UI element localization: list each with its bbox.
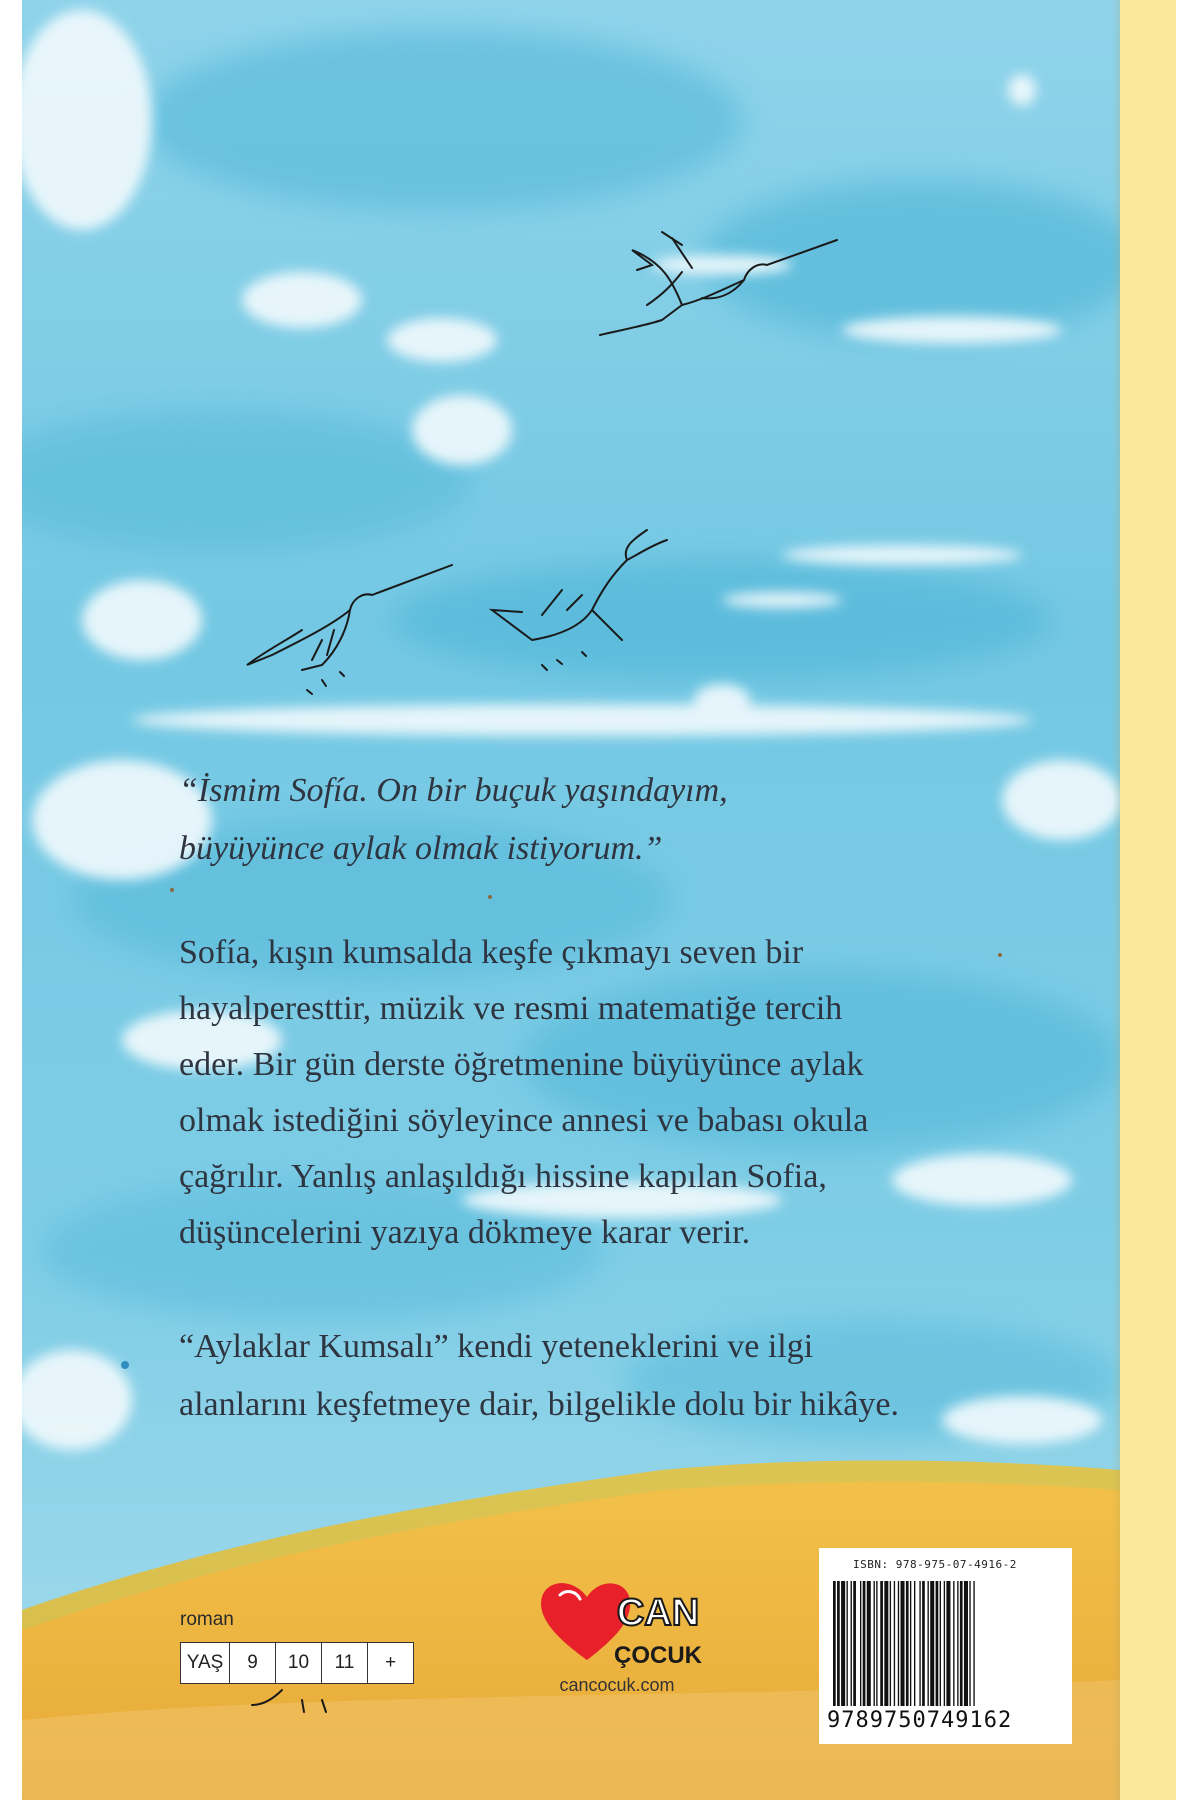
barcode-bar [851,1581,852,1706]
barcode-bar [867,1581,871,1706]
barcode-bar [936,1581,939,1706]
watercolor-sky-illustration [22,0,1120,1800]
age-value-cell: 10 [276,1643,322,1683]
publisher-logo [532,1565,722,1675]
description-line: eder. Bir gün derste öğretmenine büyüyünce aylak [179,1046,864,1083]
barcode-bar [863,1581,866,1706]
age-range-box [180,1642,414,1684]
barcode-bar [874,1581,875,1706]
barcode-bar [841,1581,845,1706]
barcode-bar [928,1581,929,1706]
barcode-icon [833,1581,1058,1706]
barcode-bar [837,1581,840,1706]
barcode-bar [880,1581,883,1706]
description-paragraph [179,925,1079,1261]
book-spine [1120,0,1176,1800]
tagline-line: alanlarını keşfetmeye dair, bilgelikle dolu bir hikâye. [179,1386,899,1423]
barcode-bar [960,1581,963,1706]
description-line: Sofía, kışın kumsalda keşfe çıkmayı seven bir [179,934,804,971]
age-value-cell: + [384,1652,397,1673]
barcode-bar [898,1581,899,1706]
genre-label: roman [180,1609,234,1630]
barcode-bar [973,1581,974,1706]
logo-wordmark-top: CAN [616,1592,700,1634]
barcode-bar [930,1581,934,1706]
barcode-bar [946,1581,950,1706]
quote-line: “İsmim Sofía. On bir buçuk yaşındayım, [179,772,728,809]
quote-line: büyüyünce aylak olmak istiyorum.” [179,830,663,867]
page-right-edge [1176,0,1200,1800]
age-value-cell: 9 [230,1643,276,1683]
barcode-panel [819,1548,1072,1744]
barcode-bar [906,1581,909,1706]
barcode-bar [944,1581,945,1706]
barcode-bar [914,1581,915,1706]
barcode-bar [919,1581,920,1706]
barcode-bar [847,1581,848,1706]
cover-artwork [22,0,1120,1800]
barcode-bar [957,1581,958,1706]
description-line: hayalperesttir, müzik ve resmi matematiğe tercih [179,990,843,1027]
description-line: olmak istediğini söyleyince annesi ve babası okula [179,1102,869,1139]
isbn-label: ISBN: 978-975-07-4916-2 [853,1558,1017,1571]
age-value-cell: 11 [322,1643,368,1683]
barcode-bar [953,1581,954,1706]
isbn-number: 9789750749162 [827,1708,1013,1733]
barcode-bar [890,1581,891,1706]
barcode-bar [884,1581,888,1706]
barcode-bar [833,1581,836,1706]
barcode-bar [910,1581,911,1706]
description-line: düşüncelerini yazıya dökmeye karar verir. [179,1214,751,1251]
description-line: çağrılır. Yanlış anlaşıldığı hissine kapılan Sofia, [179,1158,827,1195]
barcode-bar [940,1581,941,1706]
tagline-paragraph [179,1318,1079,1434]
barcode-bar [853,1581,856,1706]
age-label: YAŞ [181,1643,230,1683]
barcode-bar [901,1581,905,1706]
barcode-bar [894,1581,895,1706]
quote-block [179,762,1079,878]
barcode-bar [922,1581,925,1706]
barcode-bar [876,1581,877,1706]
barcode-bar [860,1581,861,1706]
publisher-website: cancocuk.com [559,1675,675,1695]
barcode-bar [964,1581,968,1706]
logo-wordmark-bottom: ÇOCUK [614,1642,702,1669]
barcode-bar [969,1581,970,1706]
tagline-line: “Aylaklar Kumsalı” kendi yeteneklerini ve ilgi [179,1328,814,1365]
page-left-edge [0,0,22,1800]
